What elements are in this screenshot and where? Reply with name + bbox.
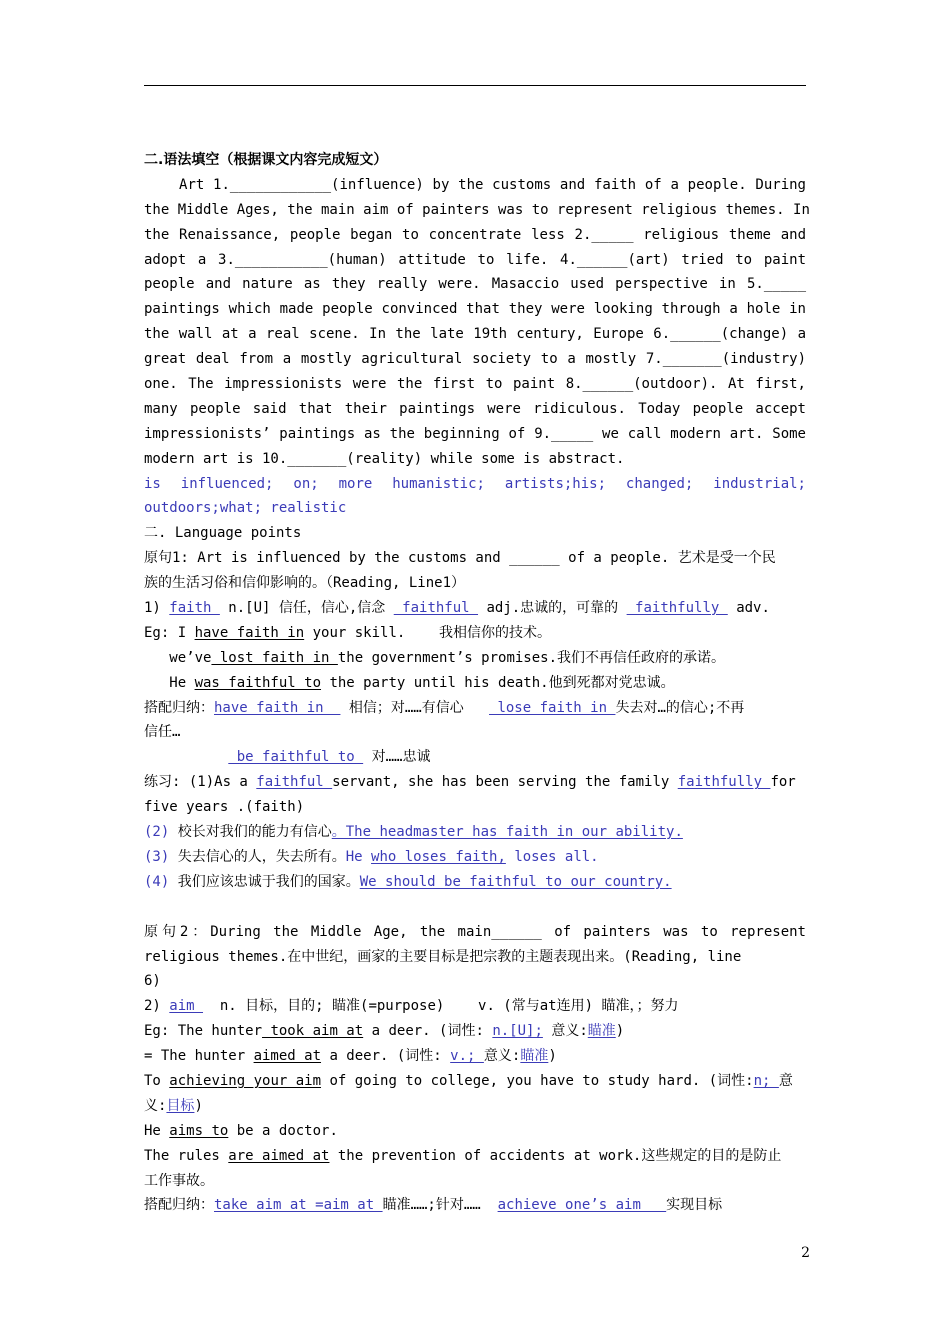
underlined-text: We should be faithful to our country. (359, 873, 672, 890)
text-line (144, 198, 810, 223)
text-segment: adj.忠诚的，可靠的 (478, 600, 627, 617)
text-segment: a deer. (词性: (321, 1048, 451, 1065)
text-line (144, 895, 806, 920)
page-number: 2 (801, 1245, 810, 1261)
underlined-text: faithful (393, 600, 479, 617)
text-segment: the Middle Ages, the main aim of painters was to represent religious themes. In (144, 201, 810, 218)
text-line (144, 397, 806, 422)
text-line (144, 248, 806, 273)
text-line (144, 571, 806, 596)
text-segment: 搭配归纳： (144, 1197, 214, 1214)
text-segment (144, 749, 228, 765)
text-segment: n.[U] 信任，信心,信念 (219, 600, 394, 617)
text-line (144, 297, 806, 322)
underlined-text: 目标 (166, 1097, 195, 1114)
text-segment: 工作事故。 (144, 1172, 214, 1189)
text-segment: for (770, 774, 796, 791)
text-line (144, 148, 806, 173)
text-segment: the party until his death.他到死都对党忠诚。 (321, 674, 675, 691)
underlined-text: faith (169, 600, 220, 617)
text-segment: adopt a 3.___________(human) attitude to life. 4.______(art) tried to paint (144, 251, 806, 268)
text-segment: 6) (144, 973, 161, 990)
text-line (144, 496, 806, 521)
text-segment: we’ve (144, 649, 212, 666)
text-segment: of going to college, you have to study hard. (词性: (321, 1072, 754, 1089)
text-segment: your skill. 我相信你的技术。 (304, 624, 552, 641)
text-line (144, 745, 806, 770)
text-line (144, 994, 806, 1019)
text-line (144, 646, 806, 671)
text-line (144, 795, 806, 820)
text-segment: 原句2：During the Middle Age, the main______ of painters was to represent (144, 923, 806, 940)
text-segment: He (345, 848, 372, 865)
underlined-text: achieve one’s aim (497, 1197, 667, 1214)
text-line (144, 472, 806, 497)
underlined-text: be faithful to (228, 749, 364, 766)
underlined-text: are aimed at (228, 1147, 330, 1164)
underlined-text: 瞄准 (520, 1048, 549, 1065)
text-segment: paintings which made people convinced that they were looking through a hole in (144, 301, 806, 318)
text-line (144, 1193, 806, 1218)
underlined-text: have faith in (194, 624, 305, 641)
text-segment: the wall at a real scene. In the late 19th century, Europe 6.______(change) a (144, 326, 806, 343)
text-segment: outdoors;what; realistic (144, 500, 347, 517)
underlined-text: take aim at =aim at (214, 1197, 383, 1214)
text-line (144, 1044, 806, 1069)
text-segment: five years .(faith) (144, 799, 305, 816)
text-segment: 实现目标 (666, 1197, 723, 1214)
text-segment: 校长对我们的能力有信心 (169, 824, 332, 841)
text-line (144, 1169, 806, 1194)
document-body (144, 148, 810, 1218)
text-line (144, 521, 806, 546)
text-line (144, 845, 806, 870)
underlined-text: 瞄准 (587, 1023, 616, 1040)
underlined-text: have faith in (214, 699, 341, 716)
text-segment: Eg: I (144, 624, 195, 641)
text-segment: one. The impressionists were the first to paint 8.______(outdoor). At first, (144, 376, 806, 393)
text-segment: The rules (144, 1147, 229, 1164)
text-segment: To (144, 1072, 170, 1089)
text-line (144, 546, 806, 571)
text-segment: a deer. (词性: (363, 1023, 493, 1040)
text-line (144, 347, 806, 372)
text-segment: 二.语法填空（根据课文内容完成短文） (144, 152, 388, 168)
underlined-text: lose faith in (489, 699, 616, 716)
text-segment: 失去对…的信心;不再 (615, 699, 745, 716)
text-line (144, 1144, 806, 1169)
text-segment: 族的生活习俗和信仰影响的。（Reading, Line1） (144, 575, 466, 592)
underlined-text: aimed at (253, 1048, 322, 1065)
underlined-text: faithfully (626, 600, 728, 617)
underlined-text: aims to (169, 1122, 229, 1139)
underlined-text: n; (753, 1072, 779, 1089)
underlined-text: achieving your aim (169, 1072, 322, 1089)
underlined-text: lost faith in (211, 649, 338, 666)
text-line (144, 969, 806, 994)
text-line (144, 1119, 806, 1144)
text-segment: 原句1: Art is influenced by the customs and ______ of a people. 艺术是受一个民 (144, 550, 776, 567)
text-segment: 1) (144, 600, 170, 617)
underlined-text: n.[U]; (492, 1023, 543, 1040)
text-line (144, 720, 806, 745)
text-segment: 信任… (144, 724, 181, 741)
text-segment: 练习: (1)As a (144, 774, 257, 791)
text-segment: impressionists’ paintings as the beginning of 9._____ we call modern art. Some (144, 425, 806, 442)
text-segment: (2) (144, 824, 170, 841)
text-segment: loses all. (505, 848, 599, 865)
text-line (144, 596, 806, 621)
text-line (144, 1094, 806, 1119)
underlined-text: was faithful to (194, 674, 322, 691)
text-line (144, 621, 806, 646)
text-segment: 搭配归纳： (144, 699, 214, 716)
text-segment: modern art is 10._______(reality) while some is abstract. (144, 450, 625, 467)
text-line (144, 372, 806, 397)
text-line (144, 696, 806, 721)
header-rule (144, 85, 806, 86)
text-segment: 义: (144, 1097, 167, 1114)
underlined-text: aim (169, 998, 204, 1015)
underlined-text: faithful (256, 774, 333, 791)
text-segment: the prevention of accidents at work.这些规定的目的是防止 (329, 1147, 782, 1164)
text-line (144, 447, 806, 472)
text-segment: 2) (144, 998, 170, 1015)
text-segment: = The hunter (144, 1048, 254, 1065)
text-segment: 意义: (542, 1023, 588, 1040)
underlined-text: faithfully (677, 774, 771, 791)
text-segment: He (144, 1122, 170, 1139)
text-segment: 意义: (483, 1048, 521, 1065)
text-segment: He (144, 674, 195, 691)
text-segment: people and nature as they really were. Masaccio used perspective in 5._____ (144, 276, 806, 293)
text-line (144, 1019, 806, 1044)
text-segment: (4) (144, 873, 170, 890)
underlined-text: who loses faith, (371, 848, 506, 865)
underlined-text: v.; (450, 1048, 484, 1065)
text-segment: adv. (727, 600, 770, 617)
text-segment: be a doctor. (228, 1122, 338, 1139)
text-segment: ) (194, 1097, 203, 1114)
text-line (144, 770, 806, 795)
text-segment: 对……忠诚 (363, 749, 431, 766)
text-segment: 意 (778, 1072, 793, 1089)
text-line (144, 322, 806, 347)
text-segment: 二. Language points (144, 525, 302, 542)
text-segment: religious themes.在中世纪，画家的主要目标是把宗教的主题表现出来。(Reading, line (144, 948, 742, 965)
text-segment: the Renaissance, people began to concentrate less 2._____ religious theme and (144, 226, 806, 243)
text-line (144, 920, 806, 945)
text-line (144, 945, 806, 970)
text-line (144, 820, 806, 845)
text-segment: (3) (144, 848, 170, 865)
text-segment: 失去信心的人，失去所有。 (169, 848, 346, 865)
text-segment: the government’s promises.我们不再信任政府的承诺。 (337, 649, 726, 666)
text-line (144, 870, 806, 895)
text-segment: great deal from a mostly agricultural society to a mostly 7._______(industry) (144, 351, 806, 368)
text-segment: 我们应该忠诚于我们的国家。 (169, 873, 360, 890)
text-segment: 瞄准……;针对…… (382, 1197, 498, 1214)
text-segment: ) (615, 1023, 625, 1040)
text-segment: 相信；对……有信心 (340, 699, 490, 716)
text-line (144, 1069, 806, 1094)
text-segment: servant, she has been serving the family (332, 774, 678, 791)
underlined-text: took aim at (262, 1023, 364, 1040)
text-segment: Eg: The hunter (144, 1023, 263, 1040)
text-segment: many people said that their paintings were ridiculous. Today people accept (144, 400, 806, 417)
text-line (144, 422, 806, 447)
text-segment: Art 1.____________(influence) by the customs and faith of a people. During (144, 176, 806, 193)
text-line (144, 272, 806, 297)
text-segment: n. 目标，目的; 瞄准(=purpose) v. (常与at连用) 瞄准，；努力 (203, 998, 679, 1015)
text-segment: ) (548, 1048, 557, 1065)
text-line (144, 671, 806, 696)
text-line (144, 223, 806, 248)
text-segment: is influenced; on; more humanistic; artists;his; changed; industrial; (144, 475, 806, 492)
text-line (144, 173, 806, 198)
underlined-text: 。The headmaster has faith in our ability. (331, 824, 683, 841)
